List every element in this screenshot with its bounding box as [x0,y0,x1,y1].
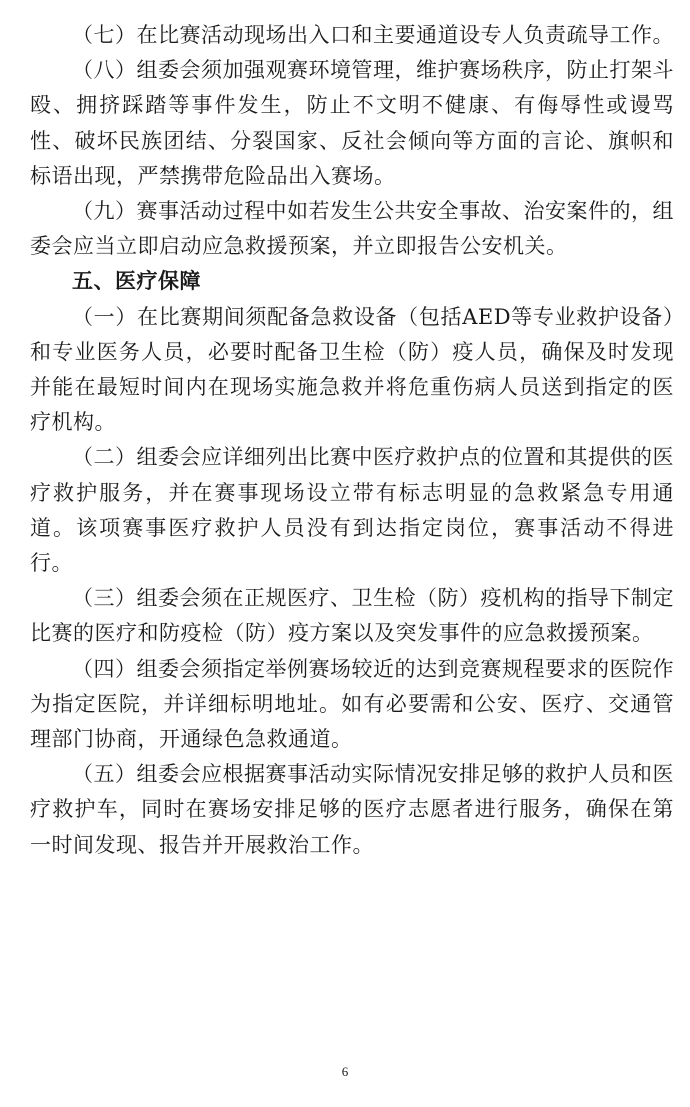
paragraph-medical-3: （三）组委会须在正规医疗、卫生检（防）疫机构的指导下制定比赛的医疗和防疫检（防）疫方案以及突发事件的应急救援预案。 [30,586,674,646]
document-body [30,18,674,863]
page-number: 6 [341,1064,349,1079]
paragraph-medical-4: （四）组委会须指定举例赛场较近的达到竞赛规程要求的医院作为指定医院，并详细标明地址。如有必要需和公安、医疗、交通管理部门协商，开通绿色急救通道。 [30,656,674,752]
paragraph-item-8: （八）组委会须加强观赛环境管理，维护赛场秩序，防止打架斗殴、拥挤踩踏等事件发生，防止不文明不健康、有侮辱性或谩骂性、破坏民族团结、分裂国家、反社会倾向等方面的言论、旗帜和标语出现，严禁携带危险品出入赛场。 [30,58,674,188]
paragraph-medical-5: （五）组委会应根据赛事活动实际情况安排足够的救护人员和医疗救护车，同时在赛场安排足够的医疗志愿者进行服务，确保在第一时间发现、报告并开展救治工作。 [30,762,674,857]
paragraph-item-7: （七）在比赛活动现场出入口和主要通道设专人负责疏导工作。 [72,23,674,47]
section-heading: 五、医疗保障 [72,269,201,294]
paragraph-medical-1: （一）在比赛期间须配备急救设备（包括AED等专业救护设备）和专业医务人员，必要时配备卫生检（防）疫人员，确保及时发现并能在最短时间内在现场实施急救并将危重伤病人员送到指定的医疗机构。 [30,304,674,435]
paragraph-medical-2: （二）组委会应详细列出比赛中医疗救护点的位置和其提供的医疗救护服务，并在赛事现场设立带有标志明显的急救紧急专用通道。该项赛事医疗救护人员没有到达指定岗位，赛事活动不得进行。 [30,445,674,576]
paragraph-item-9: （九）赛事活动过程中如若发生公共安全事故、治安案件的，组委会应当立即启动应急救援预案，并立即报告公安机关。 [30,199,674,259]
